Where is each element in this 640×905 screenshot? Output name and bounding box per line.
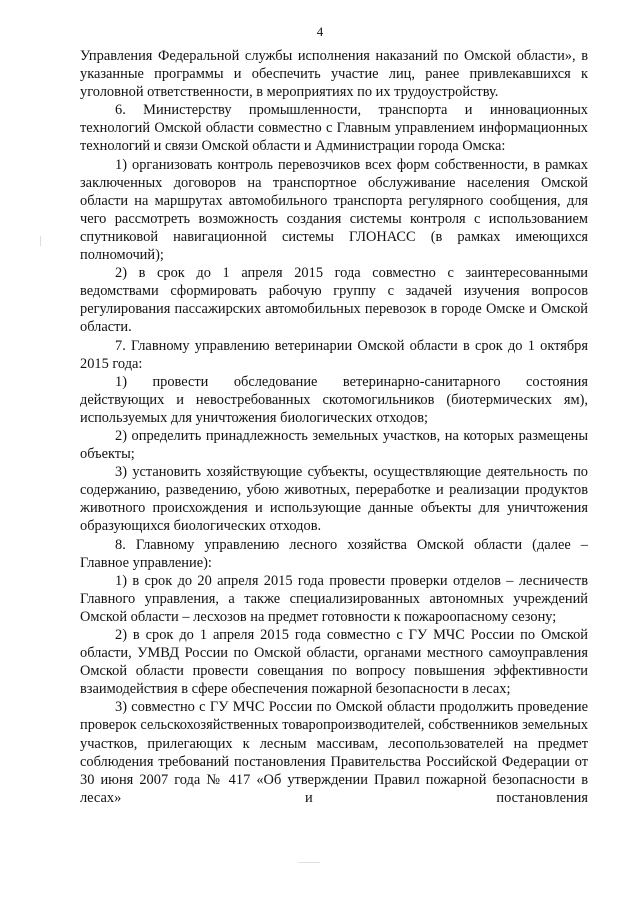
document-body <box>80 47 588 807</box>
paragraph-item-7-1: 1) провести обследование ветеринарно-санитарного состояния действующих и невостребованных скотомогильников (биотермических ям), используемых для уничтожения биологических отходов; <box>80 373 588 426</box>
page-number: 4 <box>316 24 324 39</box>
paragraph-item-6: 6. Министерству промышленности, транспорта и инновационных технологий Омской области совместно с Главным управлением информационных технологий и связи Омской области и Администрации города Омска: <box>80 102 588 155</box>
paragraph-item-6-2: 2) в срок до 1 апреля 2015 года совместно с заинтересованными ведомствами сформировать рабочую группу с задачей изучения вопросов регулирования пассажирских автомобильных перевозок в городе Омске и Омской области. <box>80 265 588 336</box>
paragraph-item-7-3: 3) установить хозяйствующие субъекты, осуществляющие деятельность по содержанию, разведению, убою животных, переработке и реализации продуктов животного происхождения и использующие данные объекты для уничтожения образующихся биологических отходов. <box>80 464 588 535</box>
paragraph-item-8-1: 1) в срок до 20 апреля 2015 года провести проверки отделов – лесничеств Главного управления, а также специализированных автономных учреждений Омской области – лесхозов на предмет готовности к пожароопасному сезону; <box>80 572 588 625</box>
paragraph-item-8-3: 3) совместно с ГУ МЧС России по Омской области продолжить проведение проверок сельскохозяйственных товаропроизводителей, собственников земельных участков, прилегающих к лесным массивам, лесопользователей на предмет соблюдения требований постановления Правительства Российской Федерации от 30 июня 2007 года № 417 «Об утверждении Правил пожарной безопасности в лесах» и постановления <box>80 699 588 806</box>
scan-margin-mark <box>40 236 41 246</box>
paragraph-continuation: Управления Федеральной службы исполнения наказаний по Омской области», в указанные программы и обеспечить участие лиц, ранее привлекавшихся к уголовной ответственности, в мероприятиях по их трудоустройству. <box>80 48 588 101</box>
paragraph-item-7: 7. Главному управлению ветеринарии Омской области в срок до 1 октября 2015 года: <box>80 337 588 372</box>
paragraph-item-8: 8. Главному управлению лесного хозяйства Омской области (далее – Главное управление): <box>80 536 588 571</box>
paragraph-item-7-2: 2) определить принадлежность земельных участков, на которых размещены объекты; <box>80 427 588 463</box>
paragraph-item-6-1: 1) организовать контроль перевозчиков всех форм собственности, в рамках заключенных договоров на транспортное обслуживание населения Омской области на маршрутах автомобильного транспорта регулярного сообщения, для чего рассмотреть возможность создания системы контроля с использованием спутниковой навигационной системы ГЛОНАСС (в рамках имеющихся полномочий); <box>80 156 588 264</box>
paragraph-item-8-2: 2) в срок до 1 апреля 2015 года совместно с ГУ МЧС России по Омской области, УМВД России по Омской области, органами местного самоуправления Омской области провести совещания по вопросу повышения эффективности взаимодействия в сфере обеспечения пожарной безопасности в лесах; <box>80 627 588 698</box>
scan-footer-mark <box>298 862 320 863</box>
